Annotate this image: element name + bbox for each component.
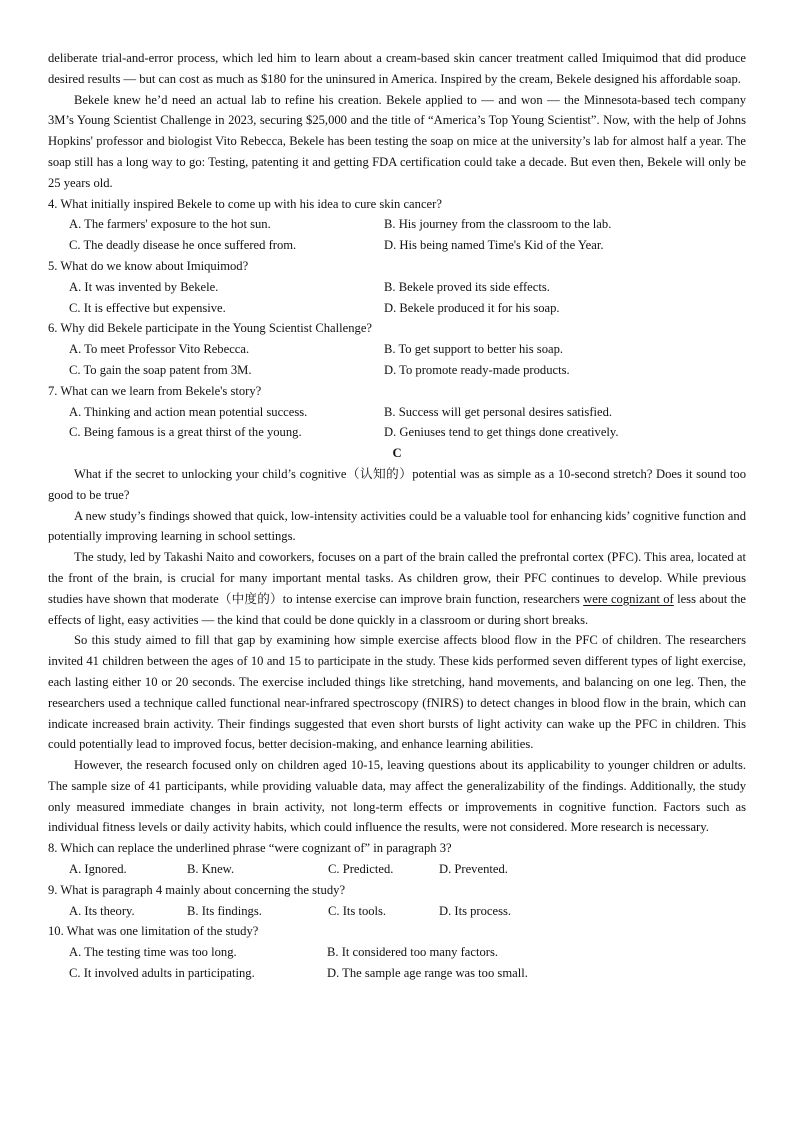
option-d: D. Bekele produced it for his soap. [384,300,560,315]
option-a: A. Ignored. [69,862,127,877]
paragraph-3-text-after: less about the effects of light, easy activities — the kind that could be done quickly in a classroom or during short breaks. [48,591,746,627]
option-d: D. The sample age range was too small. [327,966,528,981]
exam-page [48,48,746,984]
passage-c-paragraph-2: A new study’s findings showed that quick, low-intensity activities could be a valuable tool for enhancing kids’ cognitive function and potentially improving learning in school settings. [48,508,746,544]
section-label-c: C [392,446,402,461]
passage-c-paragraph-3 [48,547,746,630]
question-stem: 8. Which can replace the underlined phrase “were cognizant of” in paragraph 3? [48,841,452,856]
option-c: C. Being famous is a great thirst of the young. [69,425,302,440]
passage-c-paragraph-5: However, the research focused only on children aged 10-15, leaving questions about its applicability to younger children or adults. The sample size of 41 participants, while providing valuable data, may affect the generalizability of the findings. Additionally, the study only measured immediate changes in brain activity, not long-term effects or improvements in cognitive function. Factors such as individual fitness levels or daily activity habits, which could influence the results, were not considered. More research is necessary. [48,758,746,835]
option-b: B. Bekele proved its side effects. [384,279,550,294]
option-d: D. Prevented. [439,862,508,877]
passage-b-paragraph-continued: deliberate trial-and-error process, which led him to learn about a cream-based skin cancer treatment called Imiquimod that did produce desired results — but can cost as much as $180 for the uninsured in America. Inspired by the cream, Bekele designed his affordable soap. [48,51,746,86]
options [48,277,746,319]
underlined-phrase: were cognizant of [583,591,674,606]
options [48,402,746,444]
options [48,901,746,922]
options [48,859,746,880]
option-b: B. Its findings. [187,903,262,918]
question-9 [48,880,746,922]
option-b: B. His journey from the classroom to the lab. [384,217,612,232]
option-b: B. Success will get personal desires satisfied. [384,404,613,419]
option-c: C. It involved adults in participating. [69,966,255,981]
question-10 [48,921,746,983]
question-6 [48,318,746,380]
option-c: C. To gain the soap patent from 3M. [69,362,252,377]
option-b: B. Knew. [187,862,235,877]
passage-c-paragraph-4: So this study aimed to fill that gap by examining how simple exercise affects blood flow in the PFC of children. The researchers invited 41 children between the ages of 10 and 15 to participate in the study. These kids performed seven different types of light exercise, each lasting either 10 or 20 seconds. The exercise included things like stretching, hand movements, and balancing on one leg. Then, the researchers used a technique called functional near-infrared spectroscopy (fNIRS) to detect changes in blood flow in the brain, which can indicate increased brain activity. Their findings suggested that even short bursts of light activity can wake up the PFC in children. This could potentially lead to improved focus, better decision-making, and enhance learning abilities. [48,633,746,752]
question-8 [48,838,746,880]
question-stem: 10. What was one limitation of the study? [48,924,259,939]
option-c: C. Its tools. [328,903,387,918]
question-4 [48,194,746,256]
option-d: D. His being named Time's Kid of the Year. [384,238,604,253]
question-5 [48,256,746,318]
passage-c-paragraph-1: What if the secret to unlocking your child’s cognitive（认知的）potential was as simple as a 10-second stretch? Does it sound too good to be true? [48,466,746,502]
options [48,339,746,381]
question-stem: 6. Why did Bekele participate in the Young Scientist Challenge? [48,321,372,336]
option-c: C. It is effective but expensive. [69,300,226,315]
options [48,942,746,984]
option-a: A. The farmers' exposure to the hot sun. [69,217,271,232]
question-stem: 9. What is paragraph 4 mainly about concerning the study? [48,882,346,897]
option-a: A. Thinking and action mean potential success. [69,404,308,419]
option-a: A. The testing time was too long. [69,945,237,960]
option-b: B. It considered too many factors. [327,945,499,960]
question-stem: 7. What can we learn from Bekele's story? [48,383,262,398]
option-b: B. To get support to better his soap. [384,342,564,357]
question-stem: 5. What do we know about Imiquimod? [48,258,249,273]
option-d: D. To promote ready-made products. [384,362,570,377]
question-7 [48,381,746,443]
paragraph-3-text-before: The study, led by Takashi Naito and coworkers, focuses on a part of the brain called the prefrontal cortex (PFC). This area, located at the front of the brain, is crucial for many important mental tasks. As children grow, their PFC continues to develop. While previous studies have shown that moderate（中度的）to intense exercise can improve brain function, researchers [48,550,746,606]
option-a: A. Its theory. [69,903,135,918]
option-a: A. It was invented by Bekele. [69,279,219,294]
option-c: C. The deadly disease he once suffered from. [69,238,297,253]
question-stem: 4. What initially inspired Bekele to come up with his idea to cure skin cancer? [48,196,442,211]
option-a: A. To meet Professor Vito Rebecca. [69,342,250,357]
option-d: D. Its process. [439,903,512,918]
options [48,214,746,256]
passage-b-paragraph-last: Bekele knew he’d need an actual lab to refine his creation. Bekele applied to — and won — the Minnesota-based tech company 3M’s Young Scientist Challenge in 2023, securing $25,000 and the title of “America’s Top Young Scientist”. Now, with the help of Johns Hopkins' professor and biologist Vito Rebecca, Bekele has been testing the soap on mice at the university’s lab for almost half a year. The soap still has a long way to go: Testing, patenting it and getting FDA certification could take a decade. But even then, Bekele will only be 25 years old. [48,92,746,190]
option-d: D. Geniuses tend to get things done creatively. [384,425,619,440]
option-c: C. Predicted. [328,862,394,877]
